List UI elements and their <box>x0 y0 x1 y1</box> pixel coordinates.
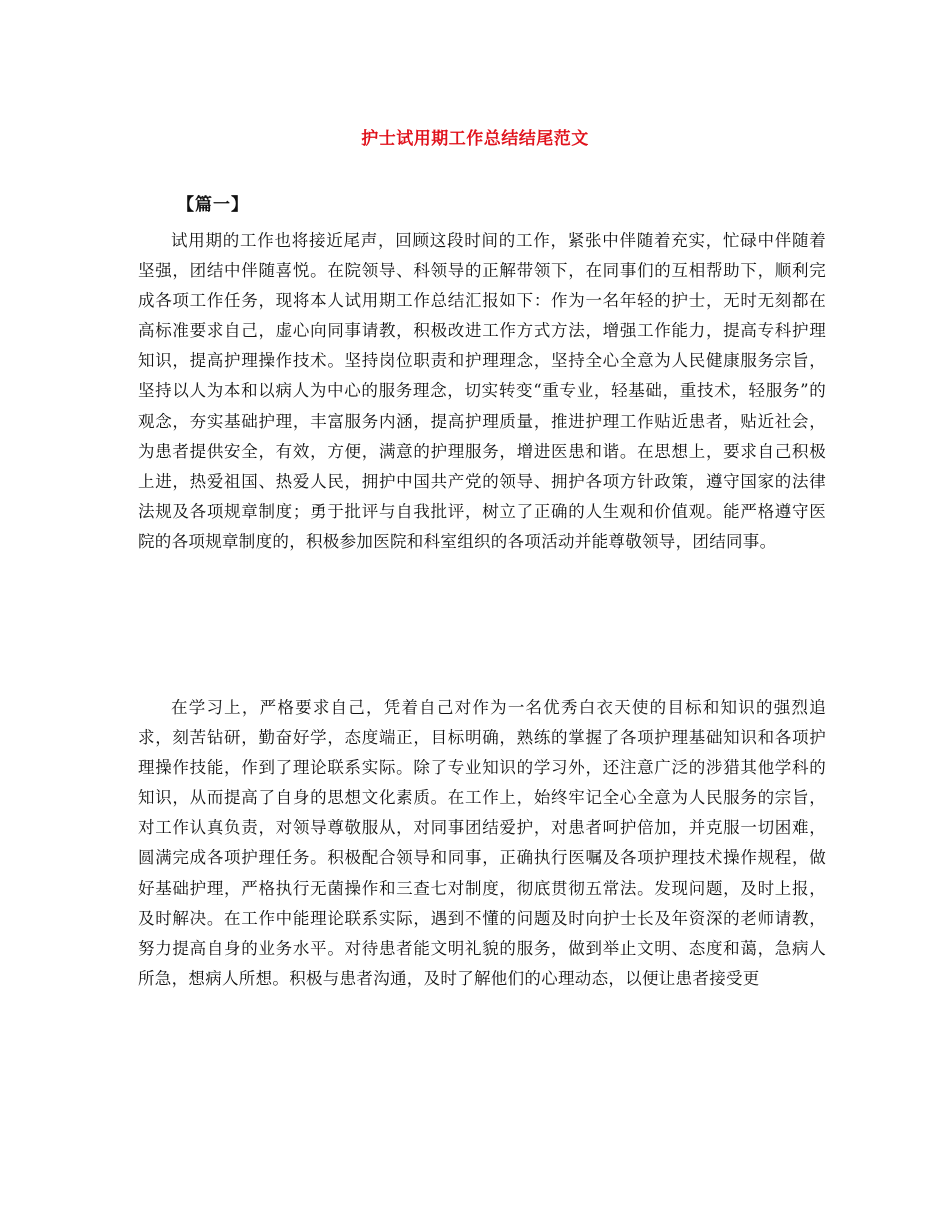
body-paragraph: 试用期的工作也将接近尾声，回顾这段时间的工作，紧张中伴随着充实，忙碌中伴随着坚强，团结中伴随喜悦。在院领导、科领导的正解带领下，在同事们的互相帮助下，顺利完成各项工作任务，现将本人试用期工作总结汇报如下：作为一名年轻的护士，无时无刻都在高标准要求自己，虚心向同事请教，积极改进工作方式方法，增强工作能力，提高专科护理知识，提高护理操作技术。坚持岗位职责和护理理念，坚持全心全意为人民健康服务宗旨，坚持以人为本和以病人为中心的服务理念，切实转变“重专业，轻基础，重技术，轻服务”的观念，夯实基础护理，丰富服务内涵，提高护理质量，推进护理工作贴近患者，贴近社会，为患者提供安全，有效，方便，满意的护理服务，增进医患和谐。在思想上，要求自己积极上进，热爱祖国、热爱人民，拥护中国共产党的领导、拥护各项方针政策，遵守国家的法律法规及各项规章制度；勇于批评与自我批评，树立了正确的人生观和价值观。能严格遵守医院的各项规章制度的，积极参加医院和科室组织的各项活动并能尊敬领导，团结同事。 <box>138 231 826 551</box>
section-label: 【篇一】 <box>177 195 249 215</box>
document-title: 护士试用期工作总结结尾范文 <box>361 129 589 149</box>
body-paragraph-2-container <box>138 693 826 994</box>
body-paragraph-1-container <box>138 226 826 557</box>
body-paragraph: 在学习上，严格要求自己，凭着自己对作为一名优秀白衣天使的目标和知识的强烈追求，刻苦钻研，勤奋好学，态度端正，目标明确，熟练的掌握了各项护理基础知识和各项护理操作技能，作到了理论联系实际。除了专业知识的学习外，还注意广泛的涉猎其他学科的知识，从而提高了自身的思想文化素质。在工作上，始终牢记全心全意为人民服务的宗旨，对工作认真负责，对领导尊敬服从，对同事团结爱护，对患者呵护倍加，并克服一切困难，圆满完成各项护理任务。积极配合领导和同事，正确执行医嘱及各项护理技术操作规程，做好基础护理，严格执行无菌操作和三查七对制度，彻底贯彻五常法。发现问题，及时上报，及时解决。在工作中能理论联系实际，遇到不懂的问题及时向护士长及年资深的老师请教，努力提高自身的业务水平。对待患者能文明礼貌的服务，做到举止文明、态度和蔼，急病人所急，想病人所想。积极与患者沟通，及时了解他们的心理动态，以便让患者接受更 <box>138 698 826 988</box>
